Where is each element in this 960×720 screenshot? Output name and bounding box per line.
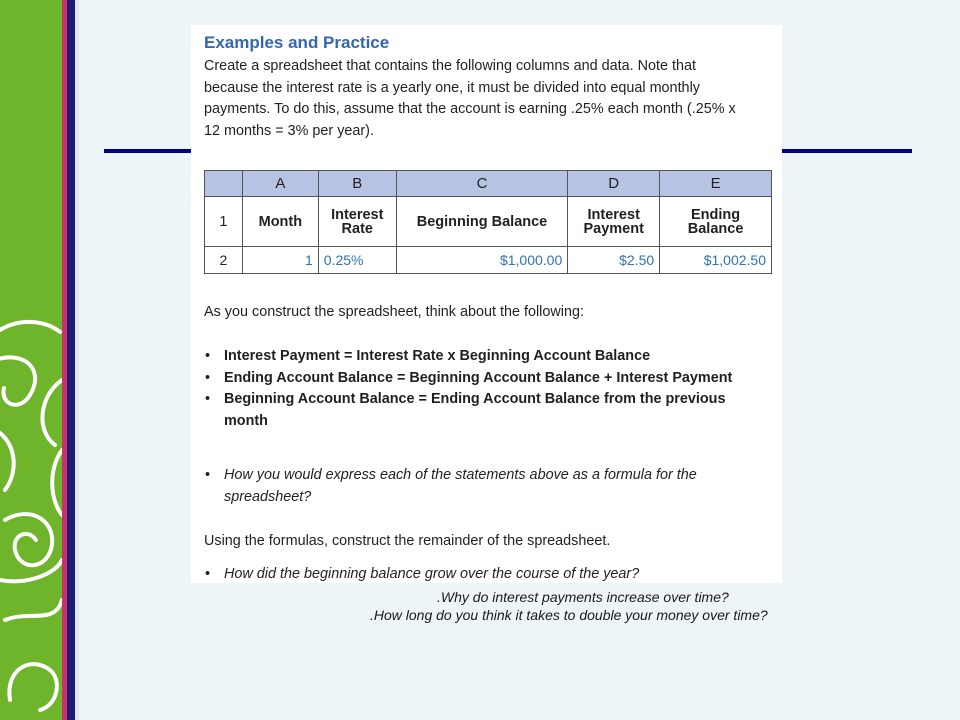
instruction-text: As you construct the spreadsheet, think about the following:	[204, 304, 584, 320]
column-letter: C	[396, 171, 568, 197]
question-line: .Why do interest payments increase over time?	[437, 589, 729, 605]
header-cell: Interest Payment	[568, 197, 660, 247]
list-item-text: Interest Payment = Interest Rate x Beginning Account Balance	[224, 348, 651, 364]
column-letter: B	[318, 171, 396, 197]
formula-list	[204, 346, 744, 432]
header-rule-right	[781, 149, 912, 153]
section-title: Examples and Practice	[204, 33, 390, 52]
list-item-text: How did the beginning balance grow over the course of the year?	[224, 566, 640, 582]
question-list	[204, 564, 744, 586]
data-cell: $1,002.50	[660, 247, 772, 274]
list-item	[204, 368, 744, 390]
header-cell: Month	[242, 197, 318, 247]
data-cell: 0.25%	[318, 247, 396, 274]
light-stripe	[75, 0, 79, 720]
intro-paragraph: Create a spreadsheet that contains the following columns and data. Note that because the interest rate is a yearly one, it must be divided into equal monthly payments. To do this, assume that the account is earning .25% each month (.25% x 12 months = 3% per year).	[204, 58, 736, 139]
list-item-text: Beginning Account Balance = Ending Account Balance from the previous month	[224, 391, 726, 429]
bullet-icon: •	[205, 566, 211, 582]
list-item	[204, 346, 744, 368]
navy-stripe	[67, 0, 75, 720]
list-item	[204, 465, 744, 508]
data-cell: $1,000.00	[396, 247, 568, 274]
textbook-excerpt	[191, 25, 782, 583]
list-item-text: How you would express each of the statements above as a formula for the spreadsheet?	[224, 467, 697, 505]
list-item	[204, 389, 744, 432]
column-letter: A	[242, 171, 318, 197]
bullet-icon: •	[205, 369, 211, 386]
list-item	[204, 564, 744, 586]
bullet-icon: •	[205, 348, 211, 364]
data-cell: $2.50	[568, 247, 660, 274]
table-row	[205, 247, 772, 274]
column-letter: D	[568, 171, 660, 197]
header-cell: Beginning Balance	[396, 197, 568, 247]
row-number: 2	[205, 247, 243, 274]
instruction-text: Using the formulas, construct the remainder of the spreadsheet.	[204, 533, 611, 549]
spreadsheet-table	[204, 170, 772, 274]
column-letter: E	[660, 171, 772, 197]
data-cell: 1	[242, 247, 318, 274]
header-rule-left	[104, 149, 192, 153]
corner-cell	[205, 171, 243, 197]
swirl-pattern-icon	[0, 0, 62, 720]
header-cell: Interest Rate	[318, 197, 396, 247]
column-header-row	[205, 171, 772, 197]
question-line: .How long do you think it takes to double your money over time?	[370, 607, 768, 623]
decorative-sidebar	[0, 0, 62, 720]
list-item-text: Ending Account Balance = Beginning Account Balance + Interest Payment	[224, 369, 733, 386]
table-row	[205, 197, 772, 247]
row-number: 1	[205, 197, 243, 247]
bullet-icon: •	[205, 467, 211, 483]
bullet-icon: •	[205, 391, 211, 407]
header-cell: Ending Balance	[660, 197, 772, 247]
question-list	[204, 465, 744, 508]
